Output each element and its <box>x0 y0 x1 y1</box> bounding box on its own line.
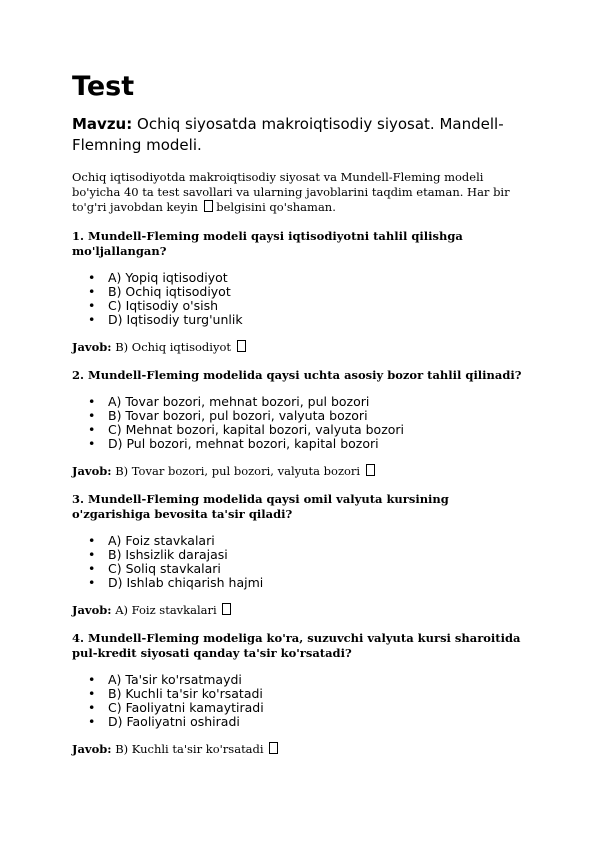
option-item <box>72 285 524 299</box>
option-item <box>72 701 524 715</box>
answer-line <box>72 464 524 479</box>
option-text: D) Pul bozori, mehnat bozori, kapital bozori <box>108 436 379 451</box>
question-block <box>72 631 524 757</box>
checkbox-glyph-icon <box>222 603 231 615</box>
bullet-icon: • <box>88 575 96 590</box>
intro-text: Ochiq iqtisodiyotda makroiqtisodiy siyosat va Mundell-Fleming modeli bo'yicha 40 ta test savollari va ularning javoblarini taqdim etaman. Har bir to'g'ri javobdan keyin <box>72 170 510 214</box>
answer-text: A) Foiz stavkalari <box>115 603 217 617</box>
option-item <box>72 715 524 729</box>
answer-label: Javob: <box>72 464 112 478</box>
option-text: A) Ta'sir ko'rsatmaydi <box>108 672 242 687</box>
bullet-icon: • <box>88 533 96 548</box>
option-item <box>72 313 524 327</box>
answer-line <box>72 742 524 757</box>
checkbox-glyph-icon <box>366 464 375 476</box>
topic-text: Ochiq siyosatda makroiqtisodiy siyosat. Mandell-Flemning modeli. <box>72 115 504 154</box>
bullet-icon: • <box>88 394 96 409</box>
answer-text: B) Kuchli ta'sir ko'rsatadi <box>115 742 264 756</box>
bullet-icon: • <box>88 561 96 576</box>
bullet-icon: • <box>88 408 96 423</box>
question-block <box>72 229 524 355</box>
document-page <box>72 72 524 770</box>
question-block <box>72 368 524 479</box>
option-item <box>72 562 524 576</box>
bullet-icon: • <box>88 284 96 299</box>
option-text: A) Yopiq iqtisodiyot <box>108 270 228 285</box>
option-item <box>72 409 524 423</box>
bullet-icon: • <box>88 547 96 562</box>
bullet-icon: • <box>88 686 96 701</box>
options-list <box>72 673 524 729</box>
options-list <box>72 271 524 327</box>
answer-label: Javob: <box>72 742 112 756</box>
bullet-icon: • <box>88 436 96 451</box>
option-text: B) Ishsizlik darajasi <box>108 547 228 562</box>
bullet-icon: • <box>88 714 96 729</box>
option-item <box>72 548 524 562</box>
checkbox-glyph-icon <box>237 340 246 352</box>
page-title: Test <box>72 71 135 102</box>
answer-text: B) Ochiq iqtisodiyot <box>115 340 231 354</box>
option-text: B) Ochiq iqtisodiyot <box>108 284 231 299</box>
bullet-icon: • <box>88 298 96 313</box>
option-text: A) Foiz stavkalari <box>108 533 215 548</box>
option-item <box>72 423 524 437</box>
intro-paragraph <box>72 170 524 215</box>
topic-label: Mavzu: <box>72 115 133 133</box>
option-text: A) Tovar bozori, mehnat bozori, pul bozori <box>108 394 370 409</box>
bullet-icon: • <box>88 270 96 285</box>
option-item <box>72 437 524 451</box>
answer-line <box>72 603 524 618</box>
intro-text-end: belgisini qo'shaman. <box>216 200 336 214</box>
question-text: 2. Mundell-Fleming modelida qaysi uchta asosiy bozor tahlil qilinadi? <box>72 368 522 382</box>
answer-text: B) Tovar bozori, pul bozori, valyuta bozori <box>115 464 361 478</box>
option-item <box>72 687 524 701</box>
bullet-icon: • <box>88 422 96 437</box>
option-item <box>72 673 524 687</box>
option-text: D) Ishlab chiqarish hajmi <box>108 575 264 590</box>
bullet-icon: • <box>88 700 96 715</box>
option-item <box>72 299 524 313</box>
option-text: C) Faoliyatni kamaytiradi <box>108 700 264 715</box>
questions-list <box>72 229 524 757</box>
option-item <box>72 576 524 590</box>
topic-line <box>72 114 524 156</box>
question-text: 4. Mundell-Fleming modeliga ko'ra, suzuvchi valyuta kursi sharoitida pul-kredit siyosati qanday ta'sir ko'rsatadi? <box>72 631 521 660</box>
answer-line <box>72 340 524 355</box>
answer-label: Javob: <box>72 603 112 617</box>
option-item <box>72 271 524 285</box>
option-text: C) Iqtisodiy o'sish <box>108 298 219 313</box>
question-text: 3. Mundell-Fleming modelida qaysi omil valyuta kursining o'zgarishiga bevosita ta'sir qiladi? <box>72 492 449 521</box>
bullet-icon: • <box>88 312 96 327</box>
option-item <box>72 395 524 409</box>
option-text: D) Iqtisodiy turg'unlik <box>108 312 243 327</box>
option-text: C) Mehnat bozori, kapital bozori, valyuta bozori <box>108 422 405 437</box>
question-text: 1. Mundell-Fleming modeli qaysi iqtisodiyotni tahlil qilishga mo'ljallangan? <box>72 229 463 258</box>
checkbox-glyph-icon <box>204 200 213 212</box>
option-item <box>72 534 524 548</box>
question-block <box>72 492 524 618</box>
checkbox-glyph-icon <box>269 742 278 754</box>
option-text: C) Soliq stavkalari <box>108 561 221 576</box>
option-text: D) Faoliyatni oshiradi <box>108 714 240 729</box>
options-list <box>72 534 524 590</box>
option-text: B) Kuchli ta'sir ko'rsatadi <box>108 686 263 701</box>
options-list <box>72 395 524 451</box>
answer-label: Javob: <box>72 340 112 354</box>
bullet-icon: • <box>88 672 96 687</box>
option-text: B) Tovar bozori, pul bozori, valyuta bozori <box>108 408 368 423</box>
